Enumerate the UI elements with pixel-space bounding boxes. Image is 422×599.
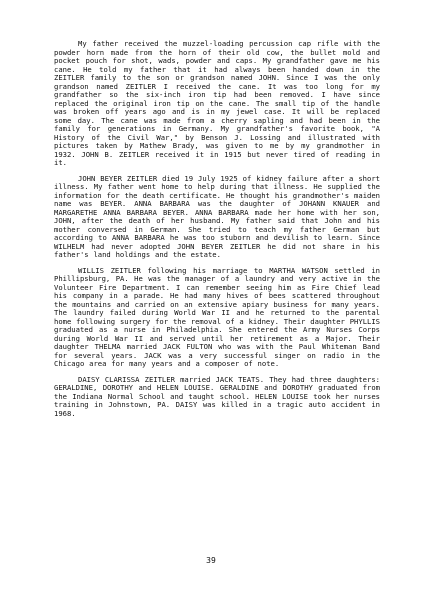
- page-number: 39: [206, 556, 216, 565]
- paragraph-john-beyer-zeitler: JOHN BEYER ZEITLER died 19 July 1925 of kidney failure after a short illness. My father went home to help during that illness. He supplied the information for the death certificate. He thought his grandmother's maiden name was BEYER. ANNA BARBARA was the daughter of JOHANN KNAUER and MARGARETHE ANNA BARBARA BEYER. ANNA BARBARA made her home with her son, JOHN, after the death of her husband. My father said that John and his mother conversed in German. She tried to teach my father German but according to ANNA BARBARA he was too stuborn and devilish to learn. Since WILHELM had never adopted JOHN BEYER ZEITLER he did not share in his father's land holdings and the estate.: [54, 173, 380, 259]
- paragraph-daisy-zeitler: DAISY CLARISSA ZEITLER married JACK TEATS. They had three daughters: GERALDINE, DOROTHY and HELEN LOUISE. GERALDINE and DOROTHY graduated from the Indiana Normal School and taught school. HELEN LOUISE took her nurses training in Johnstown, PA. DAISY was killed in a tragic auto accident in 1968.: [54, 374, 380, 418]
- paragraph-rifle-and-cane: My father received the muzzel-loading percussion cap rifle with the powder horn made from the horn of their old cow, the bullet mold and pocket pouch for shot, wads, powder and caps. My grandfather gave me his cane. He told my father that it had always been handed down in the ZEITLER family to the son or grandson named JOHN. Since I was the only grandson named ZEITLER I received the cane. It was too long for my grandfather so the six-inch iron tip had been removed. I have since replaced the original iron tip on the cane. The small tip of the handle was broken off years ago and is in my jewel case. It will be replaced some day. The cane was made from a cherry sapling and had been in the family for generations in Germany. My grandfather's favorite book, "A History of the Civil War," by Benson J. Lossing and illustrated with pictures taken by Mathew Brady, was given to me by my grandmother in 1932. JOHN B. ZEITLER received it in 1915 but never tired of reading in it.: [54, 39, 380, 167]
- paragraph-willis-zeitler: WILLIS ZEITLER following his marriage to MARTHA WATSON settled in Phillipsburg, PA. He was the manager of a laundry and very active in the Volunteer Fire Department. I can remember seeing him as Fire Chief lead his company in a parade. He had many hives of bees scattered throughout the mountains and carried on an extensive apiary business for many years. The laundry failed during World War II and he returned to the parental home following surgery for the removal of a kidney. Their daughter PHYLLIS graduated as a nurse in Philadelphia. She entered the Army Nurses Corps during World War II and served until her retirement as a Major. Their daughter THELMA married JACK FULTON who was with the Paul Whiteman Band for several years. JACK was a very successful singer on radio in the Chicago area for many years and a composer of note.: [54, 265, 380, 368]
- body-text: [54, 40, 380, 425]
